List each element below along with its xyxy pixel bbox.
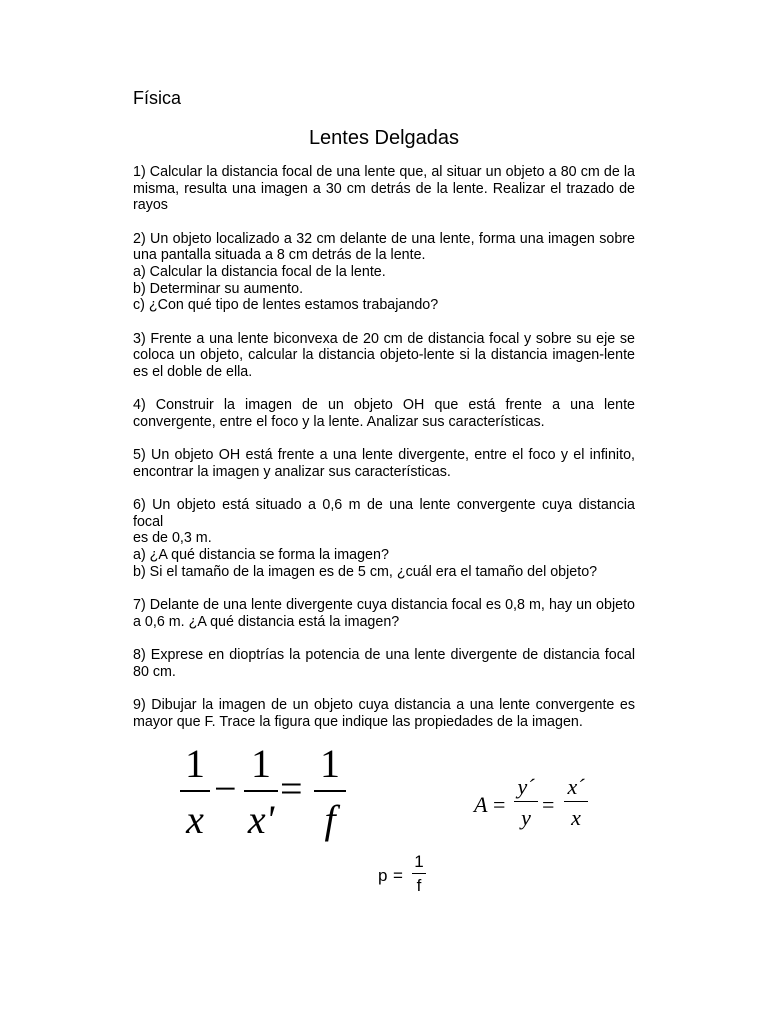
denominator: y [521,805,531,830]
problem-5 [133,447,635,480]
denominator: x [186,796,204,842]
problem-9 [133,697,635,730]
problem-line: 2) Un objeto localizado a 32 cm delante de una lente, forma una imagen sobre [133,230,635,247]
numerator: 1 [320,741,340,786]
problem-subitem: b) Si el tamaño de la imagen es de 5 cm, ¿cuál era el tamaño del objeto? [133,563,598,580]
problem-line: es el doble de ella. [133,364,253,381]
problem-7 [133,597,635,630]
problem-line: una pantalla situada a 8 cm detrás de la lente. [133,247,426,264]
numerator: y´ [517,774,535,799]
problem-line: 8) Exprese en dioptrías la potencia de una lente divergente de distancia focal [133,646,635,663]
fraction-bar [314,790,346,792]
equals-sign: = [493,792,506,817]
numerator: 1 [414,852,424,871]
fraction-bar [412,873,426,874]
minus-sign: − [214,766,237,811]
fraction-1-over-f [314,742,346,842]
problem-line: 4) Construir la imagen de un objeto OH que está frente a una lente [133,397,635,414]
problem-line: encontrar la imagen y analizar sus características. [133,463,451,480]
problem-line: rayos [133,197,168,214]
fraction-1-over-x-prime [244,742,278,842]
fraction-bar [180,790,210,792]
equals-sign: = [542,792,555,817]
problem-line: 5) Un objeto OH está frente a una lente divergente, entre el foco y el infinito, [133,447,635,464]
problem-line: misma, resulta una imagen a 30 cm detrás de la lente. Realizar el trazado de [133,180,635,197]
problem-6 [133,497,635,581]
equals-sign: = [393,866,403,885]
problem-8 [133,647,635,680]
problem-subitem: a) ¿A qué distancia se forma la imagen? [133,547,389,564]
equals-sign: = [280,766,303,811]
denominator: f [416,876,422,895]
lens-equation [180,742,360,852]
power-equation [378,850,438,910]
fraction-bar [244,790,278,792]
problem-line: convergente, entre el foco y la lente. Analizar sus características. [133,413,545,430]
fraction-bar [564,801,588,802]
numerator: 1 [185,741,205,786]
subject-heading: Física [133,88,182,108]
problem-line: 1) Calcular la distancia focal de una lente que, al situar un objeto a 80 cm de la [133,164,635,180]
problem-line: coloca un objeto, calcular la distancia objeto-lente si la distancia imagen-lente [133,347,635,364]
numerator: 1 [251,741,271,786]
problem-line: 80 cm. [133,663,176,680]
fraction-y-prime-over-y [514,775,538,830]
fraction-1-over-x [180,742,210,842]
problem-subitem: a) Calcular la distancia focal de la lente. [133,264,386,281]
magnification-equation [474,775,604,845]
problem-subitem: b) Determinar su aumento. [133,280,304,297]
problem-line: a 0,6 m. ¿A qué distancia está la imagen? [133,613,400,630]
problem-line: 3) Frente a una lente biconvexa de 20 cm de distancia focal y sobre su eje se [133,330,635,347]
magnification-symbol: A [474,792,488,817]
fraction-bar [514,801,538,802]
denominator: f [324,796,336,842]
document-title: Lentes Delgadas [308,127,460,149]
power-symbol: p [378,866,388,885]
problem-4 [133,397,635,430]
problem-1 [133,164,635,214]
fraction-1-over-f [412,852,426,896]
denominator: x [571,805,581,830]
problem-line: es de 0,3 m. [133,530,212,547]
problem-line: 7) Delante de una lente divergente cuya distancia focal es 0,8 m, hay un objeto [133,597,635,614]
problem-line: 9) Dibujar la imagen de un objeto cuya distancia a una lente convergente es [133,696,635,713]
denominator: x' [247,796,275,842]
problem-line: 6) Un objeto está situado a 0,6 m de una lente convergente cuya distancia focal [133,497,635,530]
numerator: x´ [567,774,585,799]
problem-line: mayor que F. Trace la figura que indique las propiedades de la imagen. [133,713,583,730]
problem-3 [133,331,635,381]
problem-subitem: c) ¿Con qué tipo de lentes estamos trabajando? [133,297,439,314]
problem-2 [133,231,635,315]
fraction-x-prime-over-x [564,775,588,830]
problem-list [133,164,635,747]
